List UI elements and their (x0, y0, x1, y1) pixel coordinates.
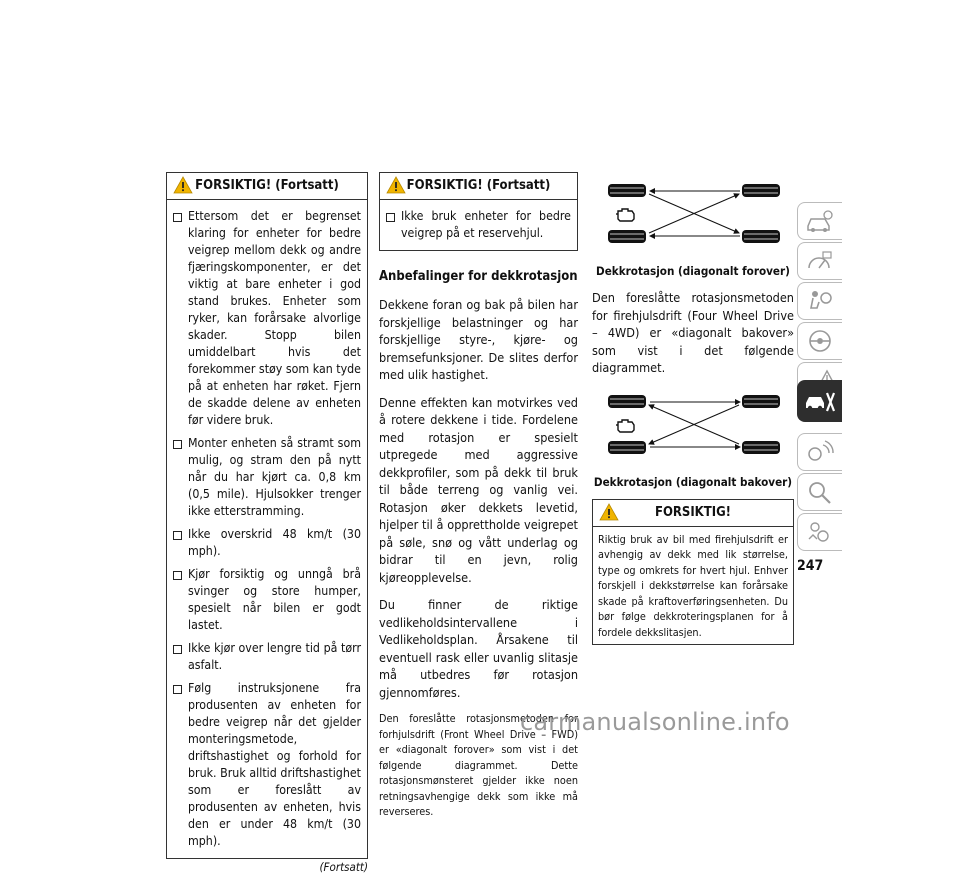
tire-icon (742, 184, 780, 197)
steering-wheel-icon (805, 328, 835, 354)
diagram-caption: Dekkrotasjon (diagonalt forover) (596, 264, 790, 278)
body-paragraph: Dekkene foran og bak på bilen har forskjellige belastninger og har forskjellige styre-, kjøre- og bremsefunksjoner. De slites derfor med ulik hastighet. (379, 297, 578, 382)
caution-text: Riktig bruk av bil med firehjulsdrift er avhengig av dekk med lik størrelse, type og omkrets for hvert hjul. Enhver forskjell i dekkstørrelse kan forårsake skade på kraftoverføringsenheten. Du bør følge dekkroteringsplanen for å fordele dekkslitasjen. (598, 532, 788, 639)
caution-box-continued (166, 172, 368, 859)
body-paragraph: Du finner de riktige vedlikeholdsintervallene i Vedlikeholdsplan. Årsakene til eventuell rask eller uvanlig slitasje må utbedres før rotasjon gjennomføres. (379, 597, 578, 700)
caution-bullet: Følg instruksjonene fra produsenten av enheten for bedre veigrep når det gjelder monteringsmetode, driftshastighet og forhold for bruk. Bruk alltid driftshastighet som er foreslått av produsenten av enheten, hvis den er under 48 km/t (30 mph). (171, 680, 361, 850)
caution-header: FORSIKTIG! (Fortsatt) (167, 173, 367, 200)
dashboard-icon (805, 248, 835, 274)
body-paragraph-small: Den foreslåtte rotasjonsmetoden for forhjulsdrift (Front Wheel Drive – FWD) er «diagonalt forover» som vist i det følgende diagrammet. Dette rotasjonsmønsteret gjelder ikke noen retningsavhengige dekk som ikke må reverseres. (379, 712, 578, 818)
caution-box (592, 499, 794, 646)
chapter-tab-multimedia[interactable] (797, 433, 842, 471)
checkbox-bullet-icon (173, 213, 182, 222)
warning-triangle-icon (386, 175, 406, 195)
caution-bullet: Ettersom det er begrenset klaring for enheter for bedre veigrep mellom dekk og andre fjæringskomponenter, er det viktig at bare enheter i god stand brukes. Enheter som ryker, kan forårsake alvorlige skader. Stopp bilen umiddelbart hvis det forekommer støy som kan tyde på at enheten har røket. Fjern de skadde delene av enheten før videre bruk. (171, 208, 361, 429)
checkbox-bullet-icon (173, 645, 182, 654)
tire-icon (742, 441, 780, 454)
warning-triangle-icon (599, 502, 619, 522)
tire-icon (742, 230, 780, 243)
caution-box-continued (379, 172, 578, 251)
page-number: 247 (797, 558, 824, 574)
chapter-tab-steering[interactable] (797, 322, 842, 360)
engine-icon (616, 420, 634, 432)
search-icon (805, 479, 835, 505)
tire-icon (608, 184, 646, 197)
chapter-tab-car-info[interactable] (797, 202, 842, 240)
section-heading: Anbefalinger for dekkrotasjon (379, 269, 578, 284)
rotation-diagram-backward (592, 393, 794, 459)
left-column (166, 172, 368, 874)
continued-note: (Fortsatt) (319, 860, 368, 874)
checkbox-bullet-icon (173, 531, 182, 540)
diagram-caption: Dekkrotasjon (diagonalt bakover) (593, 474, 793, 489)
chapter-tab-dashboard[interactable] (797, 242, 842, 280)
caution-bullet: Kjør forsiktig og unngå brå svinger og store humper, spesielt når bilen er godt lastet. (171, 566, 361, 634)
tire-icon (608, 230, 646, 243)
tire-icon (608, 441, 646, 454)
checkbox-bullet-icon (386, 213, 395, 222)
service-tools-icon (804, 387, 836, 415)
index-icon (805, 519, 835, 545)
caution-bullet: Ikke overskrid 48 km/t (30 mph). (171, 526, 361, 560)
body-paragraph: Denne effekten kan motvirkes ved å rotere dekkene i tide. Fordelene med rotasjon er spesielt utpregede med aggressive dekkprofiler, som på dekk til bruk til både terreng og vanlig vei. Rotasjon øker dekkets levetid, hjelper til å opprettholde veigrepet på søle, snø og vått underlag og bidrar til en jevn, rolig kjøreopplevelse. (379, 394, 578, 585)
caution-bullet: Ikke kjør over lengre tid på tørr asfalt. (171, 640, 361, 674)
tire-icon (608, 395, 646, 408)
warning-triangle-icon (173, 175, 193, 195)
caution-header: FORSIKTIG! (593, 500, 793, 527)
body-paragraph: Den foreslåtte rotasjonsmetoden for firehjulsdrift (Four Wheel Drive – 4WD) er «diagonalt bakover» som vist i det følgende diagrammet. (592, 290, 794, 375)
checkbox-bullet-icon (173, 571, 182, 580)
multimedia-icon (805, 439, 835, 465)
checkbox-bullet-icon (173, 440, 182, 449)
right-column (592, 182, 794, 645)
chapter-tab-index[interactable] (797, 513, 842, 551)
watermark[interactable]: carmanualsonline.info (520, 708, 790, 736)
tire-icon (742, 395, 780, 408)
airbag-icon (805, 288, 835, 314)
chapter-tab-service[interactable] (797, 380, 842, 422)
caution-bullet: Ikke bruk enheter for bedre veigrep på et reservehjul. (384, 208, 571, 242)
engine-icon (616, 209, 634, 221)
rotation-diagram-forward (592, 182, 794, 248)
chapter-tab-airbag[interactable] (797, 282, 842, 320)
caution-header: FORSIKTIG! (Fortsatt) (380, 173, 577, 200)
checkbox-bullet-icon (173, 685, 182, 694)
car-info-icon (805, 208, 835, 234)
caution-bullet: Monter enheten så stramt som mulig, og stram den på nytt når du har kjørt ca. 0,8 km (0,5 mile). Hjulsokker trenger ikke etterstramming. (171, 435, 361, 520)
chapter-tab-search[interactable] (797, 473, 842, 511)
